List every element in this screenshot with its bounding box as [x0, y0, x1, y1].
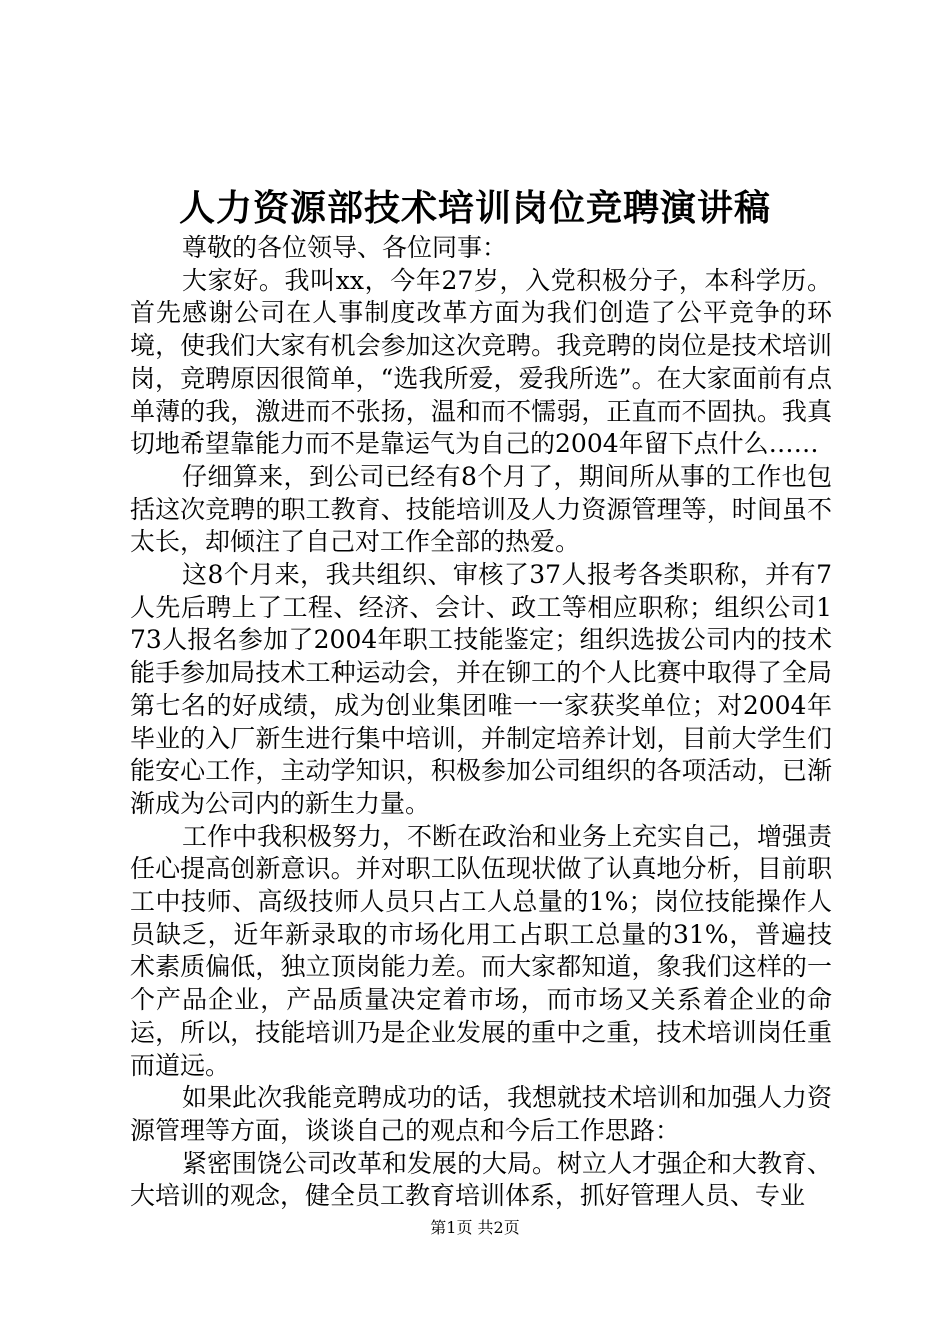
document-title: 人力资源部技术培训岗位竞聘演讲稿 — [178, 187, 771, 229]
document-body — [130, 232, 832, 1213]
body-paragraph: 工作中我积极努力，不断在政治和业务上充实自己，增强责任心提高创新意识。并对职工队伍现状做了认真地分析，目前职工中技师、高级技师人员只占工人总量的1%；岗位技能操作人员缺乏，近年新录取的市场化用工占职工总量的31%，普遍技术素质偏低，独立顶岗能力差。而大家都知道，象我们这样的一个产品企业，产品质量决定着市场，而市场又关系着企业的命运，所以，技能培训乃是企业发展的重中之重，技术培训岗任重而道远。 — [130, 821, 833, 1080]
salutation-paragraph: 尊敬的各位领导、各位同事： — [182, 233, 508, 262]
page-number-footer: 第1页 共2页 — [430, 1218, 520, 1237]
body-paragraph: 大家好。我叫xx，今年27岁，入党积极分子，本科学历。首先感谢公司在人事制度改革方面为我们创造了公平竞争的环境，使我们大家有机会参加这次竞聘。我竞聘的岗位是技术培训岗，竞聘原因很简单，“选我所爱，爱我所选”。在大家面前有点单薄的我，激进而不张扬，温和而不懦弱，正直而不固执。我真切地希望靠能力而不是靠运气为自己的2004年留下点什么…… — [130, 265, 832, 459]
body-paragraph: 紧密围饶公司改革和发展的大局。树立人才强企和大教育、大培训的观念，健全员工教育培训体系，抓好管理人员、专业 — [130, 1148, 833, 1211]
body-paragraph: 这8个月来，我共组织、审核了37人报考各类职称，并有7人先后聘上了工程、经济、会计、政工等相应职称；组织公司173人报名参加了2004年职工技能鉴定；组织选拔公司内的技术能手参加局技术工种运动会，并在铆工的个人比赛中取得了全局第七名的好成绩，成为创业集团唯一一家获奖单位；对2004年毕业的入厂新生进行集中培训，并制定培养计划，目前大学生们能安心工作，主动学知识，积极参加公司组织的各项活动，已渐渐成为公司内的新生力量。 — [130, 560, 832, 818]
body-paragraph: 仔细算来，到公司已经有8个月了，期间所从事的工作也包括这次竞聘的职工教育、技能培训及人力资源管理等，时间虽不太长，却倾注了自己对工作全部的热爱。 — [130, 461, 832, 557]
body-paragraph: 如果此次我能竞聘成功的话，我想就技术培训和加强人力资源管理等方面，谈谈自己的观点和今后工作思路： — [130, 1083, 833, 1145]
